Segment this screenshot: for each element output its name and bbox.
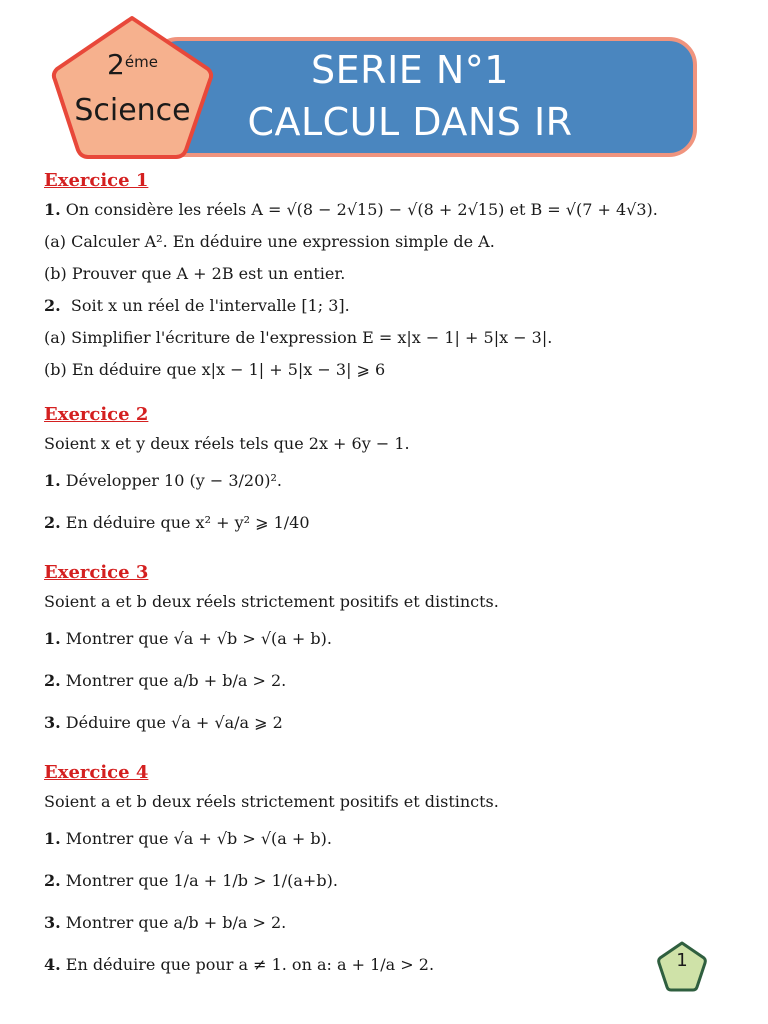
question-number: 3. bbox=[44, 913, 61, 932]
level-badge bbox=[50, 14, 215, 162]
question-text: En déduire que x² + y² ⩾ 1/40 bbox=[65, 513, 310, 532]
ex3-question-1 bbox=[44, 618, 724, 660]
question-text: Montrer que √a + √b > √(a + b). bbox=[65, 629, 332, 648]
question-text: Déduire que √a + √a/a ⩾ 2 bbox=[65, 713, 283, 732]
question-text: Montrer que a/b + b/a > 2. bbox=[65, 913, 287, 932]
ex4-question-1 bbox=[44, 818, 724, 860]
question-text: Montrer que 1/a + 1/b > 1/(a+b). bbox=[65, 871, 338, 890]
question-number: 2. bbox=[44, 871, 61, 890]
question-number: 2. bbox=[44, 296, 61, 315]
question-text: Développer 10 (y − 3/20)². bbox=[65, 471, 283, 490]
ex4-question-2 bbox=[44, 860, 724, 902]
question-text: On considère les réels A = √(8 − 2√15) − √(8 + 2√15) et B = √(7 + 4√3). bbox=[65, 200, 658, 219]
exercise-3-title: Exercice 3 bbox=[44, 562, 149, 583]
ex4-question-4 bbox=[44, 944, 724, 986]
ex3-question-2 bbox=[44, 660, 724, 702]
question-number: 1. bbox=[44, 471, 61, 490]
question-number: 3. bbox=[44, 713, 61, 732]
question-number: 4. bbox=[44, 955, 61, 974]
ex1-question-2 bbox=[44, 290, 724, 322]
question-text: En déduire que pour a ≠ 1. on a: a + 1/a > 2. bbox=[65, 955, 435, 974]
ex2-question-2 bbox=[44, 502, 724, 544]
ex3-question-3 bbox=[44, 702, 724, 744]
ex3-intro: Soient a et b deux réels strictement positifs et distincts. bbox=[44, 592, 499, 611]
exercise-list bbox=[44, 168, 724, 986]
stream-label: Science bbox=[74, 93, 191, 128]
exercise-1-title: Exercice 1 bbox=[44, 170, 149, 191]
level-label: $2^{éme}$ bbox=[107, 48, 158, 81]
ex1-question-1a: (a) Calculer A². En déduire une expression simple de A. bbox=[44, 232, 495, 251]
ex2-intro: Soient x et y deux réels tels que 2x + 6y − 1. bbox=[44, 434, 410, 453]
question-number: 1. bbox=[44, 629, 61, 648]
page-number: 1 bbox=[676, 950, 688, 971]
question-number: 1. bbox=[44, 200, 61, 219]
ex4-question-3 bbox=[44, 902, 724, 944]
page-title-line2: CALCUL DANS IR bbox=[247, 100, 573, 144]
page-title-line1: SERIE N°1 bbox=[311, 48, 509, 92]
question-number: 2. bbox=[44, 671, 61, 690]
exercise-4-title: Exercice 4 bbox=[44, 762, 149, 783]
exercise-2-title: Exercice 2 bbox=[44, 404, 149, 425]
question-text: Montrer que √a + √b > √(a + b). bbox=[65, 829, 332, 848]
ex1-question-1b: (b) Prouver que A + 2B est un entier. bbox=[44, 264, 346, 283]
ex2-question-1 bbox=[44, 460, 724, 502]
ex4-intro: Soient a et b deux réels strictement positifs et distincts. bbox=[44, 792, 499, 811]
ex1-question-1 bbox=[44, 194, 724, 226]
question-number: 2. bbox=[44, 513, 61, 532]
question-number: 1. bbox=[44, 829, 61, 848]
ex1-question-2a: (a) Simplifier l'écriture de l'expression E = x|x − 1| + 5|x − 3|. bbox=[44, 328, 553, 347]
question-text: Soit x un réel de l'intervalle [1; 3]. bbox=[70, 296, 350, 315]
question-text: Montrer que a/b + b/a > 2. bbox=[65, 671, 287, 690]
ex1-question-2b: (b) En déduire que x|x − 1| + 5|x − 3| ⩾ 6 bbox=[44, 360, 386, 379]
